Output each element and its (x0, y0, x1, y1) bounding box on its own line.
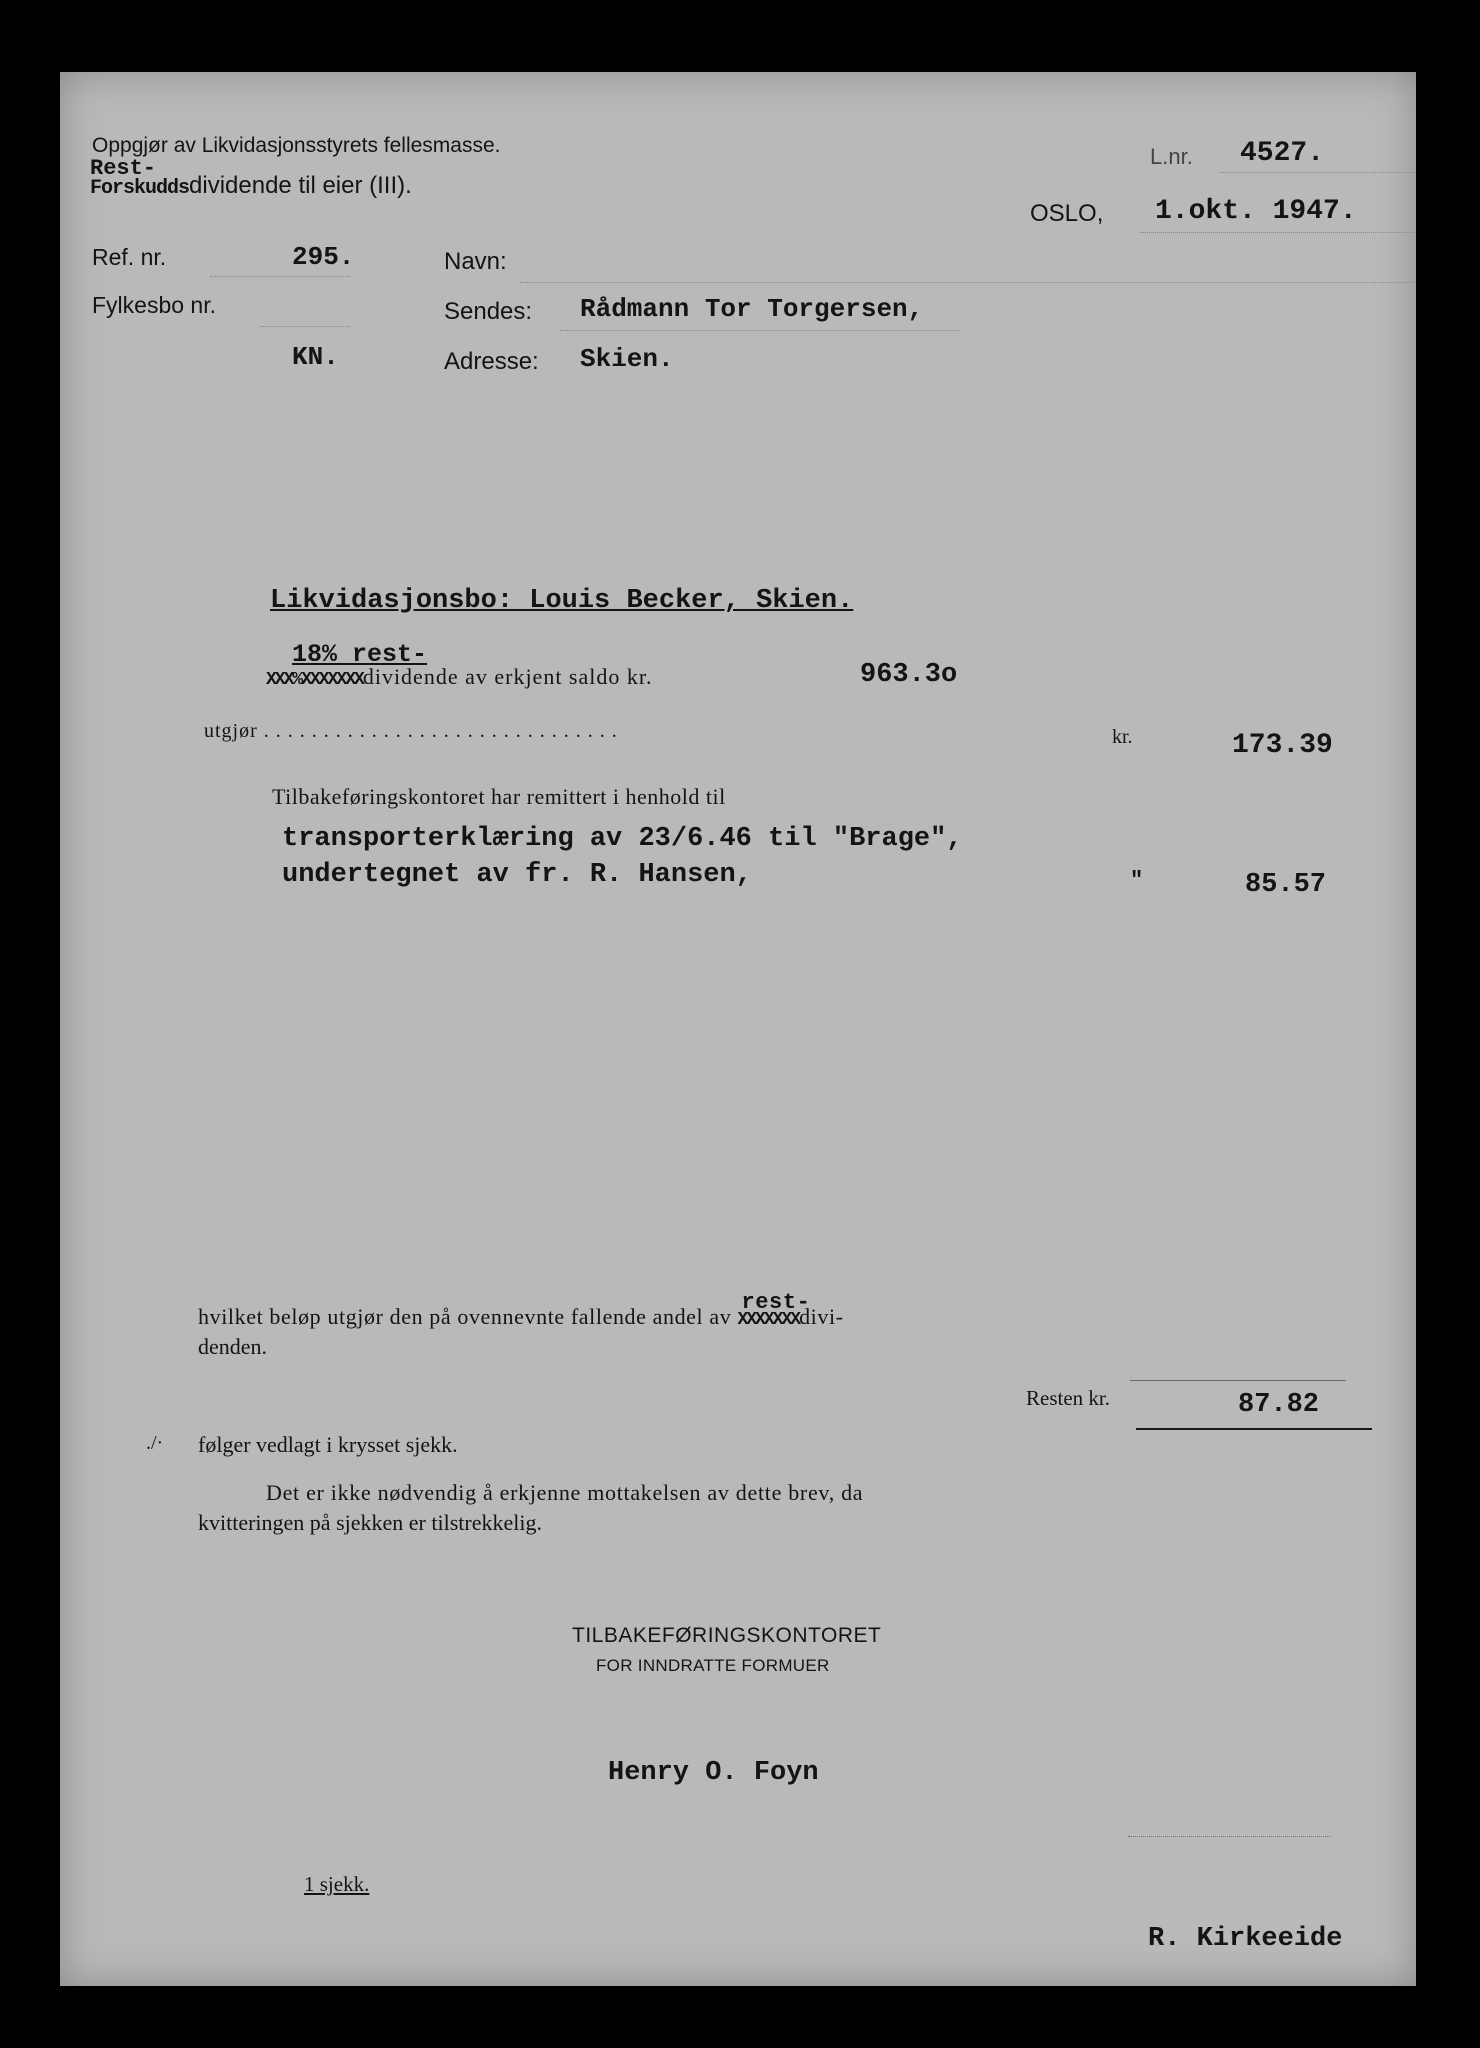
hvilket-text: hvilket beløp utgjør den på ovennevnte fallende andel av (198, 1304, 732, 1329)
header-dividend-line (90, 172, 412, 200)
remit-line: Tilbakeføringskontoret har remittert i henhold til (272, 784, 726, 809)
sendes-rule (560, 330, 960, 331)
date-rule (1140, 232, 1416, 233)
adresse-value: Skien. (580, 344, 674, 374)
resten-top-rule (1130, 1380, 1346, 1381)
resten-amount: 87.82 (1238, 1390, 1320, 1420)
header-overtype-rest: Rest- (90, 156, 157, 181)
resten-label: Resten kr. (1026, 1386, 1110, 1410)
lnr-value: 4527. (1240, 138, 1325, 169)
hvilket-overtype-group (737, 1290, 811, 1330)
navn-rule (520, 282, 1416, 283)
utgjor-kr-label: kr. (1112, 726, 1133, 748)
hvilket-struck: XXXXXXX (737, 1310, 800, 1330)
fylkesbo-rule (260, 326, 350, 327)
transport-amount: 85.57 (1245, 870, 1327, 900)
lnr-label: L.nr. (1150, 144, 1193, 169)
adresse-label: Adresse: (444, 348, 539, 375)
pct-overtype: 18% rest- (292, 640, 428, 669)
ref-value: 295. (292, 242, 355, 272)
hvilket-line-2: denden. (198, 1334, 268, 1359)
estate-name: Likvidasjonsbo: Louis Becker, Skien. (270, 586, 854, 616)
hvilket-overtype: rest- (741, 1290, 811, 1315)
dividend-line (266, 664, 652, 690)
transport-line-1: transporterklæring av 23/6.46 til "Brage", (282, 824, 963, 854)
initials: R. Kirkeeide (1148, 1924, 1343, 1954)
ref-rule (210, 276, 350, 277)
hvilket-tail: divi- (799, 1304, 844, 1329)
note-line-1: Det er ikke nødvendig å erkjenne mottakelsen av dette brev, da (266, 1480, 864, 1505)
city-label: OSLO, (1030, 200, 1104, 227)
sendes-label: Sendes: (444, 298, 533, 325)
ref-label: Ref. nr. (92, 244, 167, 270)
enclosure-mark: ./· (146, 1432, 164, 1454)
folger-line: følger vedlagt i krysset sjekk. (198, 1432, 458, 1457)
dividend-text: dividende av erkjent saldo kr. (362, 664, 653, 689)
lnr-rule (1220, 172, 1416, 173)
utgjor-amount: 173.39 (1232, 730, 1333, 761)
navn-label: Navn: (444, 248, 507, 275)
pct-struck: XXX%XXXXXXX (266, 670, 363, 690)
ditto-mark: " (1130, 868, 1144, 893)
note-line-2: kvitteringen på sjekken er tilstrekkelig. (198, 1510, 542, 1535)
date-value: 1.okt. 1947. (1155, 196, 1357, 227)
header-struck-word: Forskudds (90, 177, 190, 200)
fylkesbo-label: Fylkesbo nr. (92, 292, 216, 318)
saldo-value: 963.3o (860, 660, 958, 690)
fylkesbo-value: KN. (292, 342, 339, 372)
header-title: Oppgjør av Likvidasjonsstyrets fellesmasse. (92, 134, 501, 157)
sendes-value: Rådmann Tor Torgersen, (580, 294, 924, 324)
org-line-1: TILBAKEFØRINGSKONTORET (572, 1624, 882, 1647)
transport-line-2: undertegnet av fr. R. Hansen, (282, 860, 752, 890)
enclosure-count: 1 sjekk. (304, 1872, 370, 1896)
utgjor-label: utgjør . . . . . . . . . . . . . . . . . . . . . . . . . . . . . . (204, 720, 618, 742)
hvilket-line-1 (198, 1290, 844, 1330)
signatory-name: Henry O. Foyn (608, 1758, 819, 1788)
signature-rule (1128, 1836, 1330, 1837)
document-page (60, 72, 1416, 1986)
org-line-2: FOR INNDRATTE FORMUER (596, 1656, 830, 1675)
resten-underline (1136, 1428, 1372, 1430)
header-dividend-text: dividende til eier (III). (189, 172, 412, 199)
